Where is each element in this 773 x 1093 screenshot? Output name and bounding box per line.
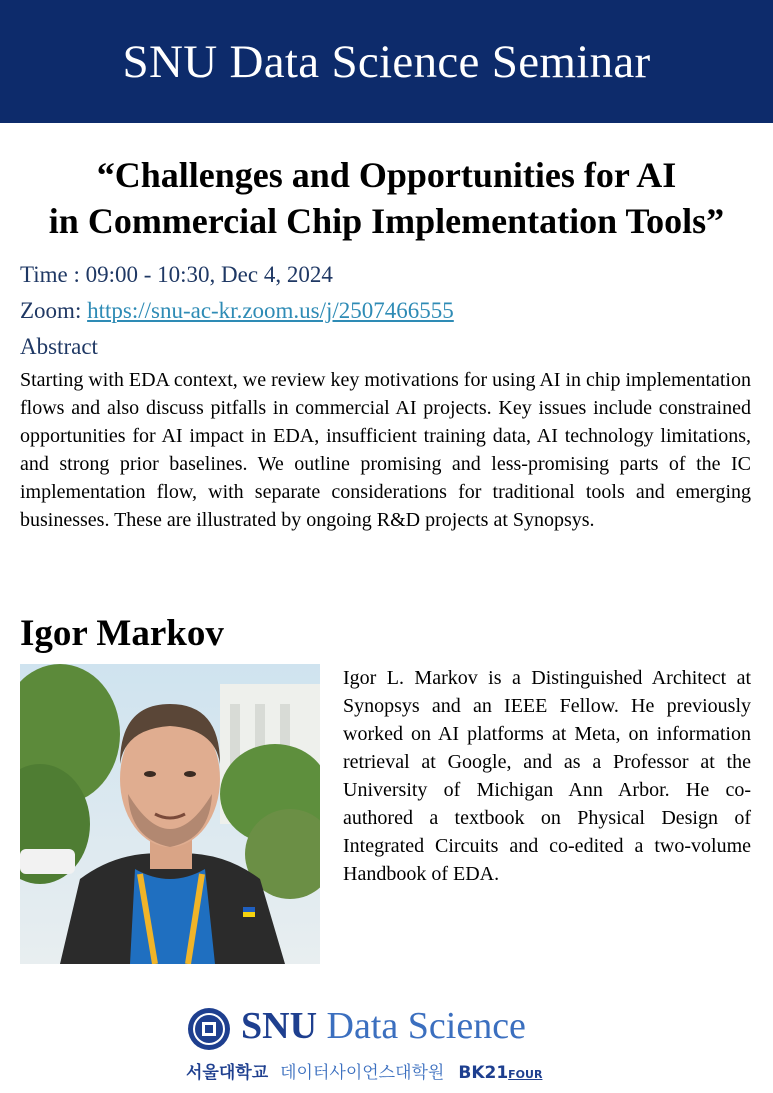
footer-grad-school: 데이터사이언스대학원	[280, 1063, 445, 1083]
footer-snu: SNU	[241, 1005, 318, 1047]
footer-bk21: BK21	[458, 1063, 509, 1083]
speaker-photo	[20, 664, 320, 964]
footer-title	[241, 1004, 526, 1048]
talk-title	[0, 152, 773, 244]
talk-title-line-1: “Challenges and Opportunities for AI	[96, 155, 677, 195]
speaker-bio: Igor L. Markov is a Distinguished Architect at Synopsys and an IEEE Fellow. He previously worked on AI platforms at Meta, on information retrieval at Google, and as a Professor at the University of Michigan Ann Arbor. He co-authored a textbook on Physical Design of Integrated Circuits and co-edited a two-volume Handbook of EDA.	[343, 667, 751, 885]
footer-logo	[0, 1000, 773, 1093]
speaker-name: Igor Markov	[20, 613, 224, 654]
abstract-heading: Abstract	[20, 334, 98, 359]
seminar-title: SNU Data Science Seminar	[122, 35, 651, 88]
zoom-info	[20, 298, 454, 324]
abstract-body: Starting with EDA context, we review key motivations for using AI in chip implementation flows and also discuss pitfalls in commercial AI projects. Key issues include constrained opportunities for AI impact in EDA, insufficient training data, AI technology limitations, and strong prior baselines. We outline promising and less-promising parts of the IC implementation flow, with separate considerations for traditional tools and emerging businesses. These are illustrated by ongoing R&D projects at Synopsys.	[20, 369, 751, 531]
footer-four: FOUR	[508, 1068, 543, 1081]
footer-subtitle	[186, 1058, 542, 1083]
snu-seal-icon	[186, 1006, 232, 1052]
time-info: Time : 09:00 - 10:30, Dec 4, 2024	[20, 262, 333, 287]
zoom-link[interactable]: https://snu-ac-kr.zoom.us/j/2507466555	[87, 298, 454, 323]
header-banner	[0, 0, 773, 123]
zoom-label: Zoom:	[20, 298, 88, 323]
talk-title-line-2: in Commercial Chip Implementation Tools”	[48, 201, 725, 241]
footer-data-science: Data Science	[326, 1005, 526, 1047]
footer-univ: 서울대학교	[186, 1063, 269, 1083]
